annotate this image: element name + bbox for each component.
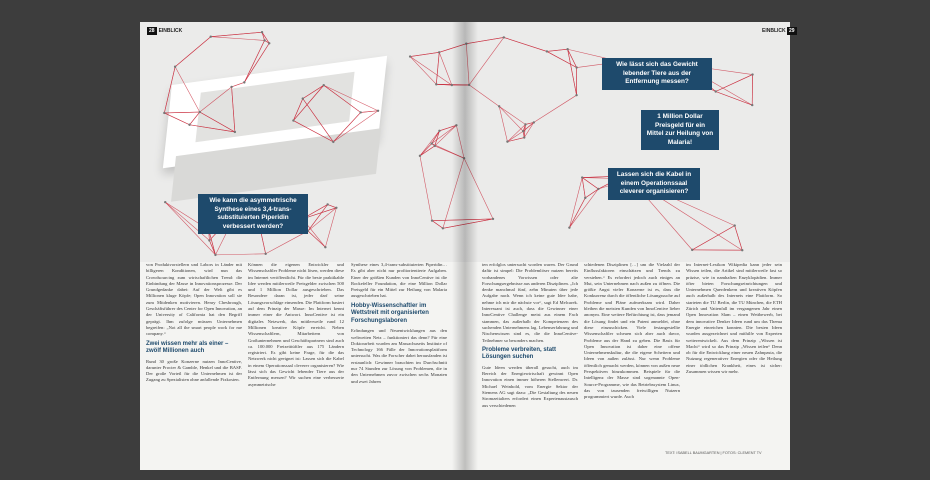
pin xyxy=(575,94,577,96)
string-line xyxy=(569,198,585,228)
pin xyxy=(435,83,437,85)
string-line xyxy=(232,87,235,132)
string-line xyxy=(420,156,432,221)
pin xyxy=(214,254,216,256)
string-line xyxy=(215,254,265,255)
string-line xyxy=(190,112,200,125)
pin xyxy=(741,249,743,251)
pin xyxy=(431,142,433,144)
string-line xyxy=(716,92,753,106)
string-line xyxy=(303,99,334,142)
string-line xyxy=(507,124,525,141)
pin xyxy=(434,145,436,147)
string-line xyxy=(262,32,265,40)
string-line xyxy=(293,121,333,142)
string-line xyxy=(175,37,211,67)
string-line xyxy=(244,40,264,82)
section-label-right: EINBLICK xyxy=(762,28,786,34)
string-line xyxy=(534,95,577,122)
string-line xyxy=(303,85,324,98)
string-line xyxy=(547,49,568,51)
text-column-3 xyxy=(351,262,447,388)
pin xyxy=(323,84,325,86)
callout-cables: Lassen sich die Kabel in einem Operationssaal cleverer organisieren? xyxy=(608,168,700,200)
string-line xyxy=(361,111,378,113)
string-line xyxy=(325,208,336,247)
pin xyxy=(243,81,245,83)
string-line xyxy=(410,57,436,85)
pin xyxy=(234,131,236,133)
photo-credit: TEXT: ISABELL BAUMGARTEN | FOTOS: CLEMENT TV xyxy=(665,451,762,455)
string-line xyxy=(262,32,269,43)
string-line xyxy=(499,106,507,141)
callout-malaria: 1 Million Dollar Preisgeld für ein Mittel zur Heilung von Malaria! xyxy=(641,110,719,150)
text-column-1 xyxy=(146,262,242,387)
string-line xyxy=(164,113,189,125)
string-line xyxy=(504,37,547,51)
page-number-left: 28 xyxy=(149,28,155,34)
string-line xyxy=(439,52,452,85)
pin xyxy=(208,239,210,241)
string-line xyxy=(324,85,361,112)
pin xyxy=(263,39,265,41)
paragraph: von Produktvorstellern und Labors in Länder mit billigeren Konditionen, wird nun das Crowdsourcing zum wirtschaftlichen Trend: die Einbindung der Masse in Innovationsprozesse. Der Grundgedanke dabei: Auf der Welt gibt es Millionen kluge Köpfe; Open Innovation soll sie zum Mitdenken motivieren. Henry Chesbrough, Geschäftsführer des Center for Open Innovation, an der University of California hat den Begriff geprägt. Ihm zufolge müssen Unternehmen begreifen: „Not all the smart people work for me company.“ xyxy=(146,262,242,337)
folio-left xyxy=(147,27,182,35)
pin xyxy=(492,218,494,220)
string-line xyxy=(499,106,523,131)
pin xyxy=(523,136,525,138)
string-line xyxy=(432,221,443,229)
pin xyxy=(268,42,270,44)
subheading: Probleme verbreiten, statt Lösungen suchen xyxy=(482,346,557,361)
string-line xyxy=(585,189,598,198)
pin xyxy=(264,253,266,255)
string-line xyxy=(735,226,743,251)
callout-synthesis: Wie kann die asymmetrische Synthese eines 3,4-trans-substituierten Piperidin verbessert werden? xyxy=(198,194,308,234)
string-line xyxy=(582,178,598,189)
pin xyxy=(163,112,165,114)
string-line xyxy=(499,106,525,124)
pin xyxy=(438,130,440,132)
string-line xyxy=(569,178,582,228)
paragraph: Synthese eines 3,4-trans-substituierten Piperidin… Es gibt aber nicht nur profitorientierte Aufgaben. Einer der größten Kunden von InnoCentive ist die Rockefeller Foundation, die eine Million Dollar Preisgeld für ein Mittel zur Heilung von Malaria ausgeschrieben hat. xyxy=(351,262,447,299)
pin xyxy=(335,207,337,209)
string-line xyxy=(568,49,577,95)
section-label-left: EINBLICK xyxy=(158,28,183,34)
pin xyxy=(377,110,379,112)
string-line xyxy=(164,67,175,113)
string-line xyxy=(266,231,308,254)
pin xyxy=(188,124,190,126)
text-column-5 xyxy=(584,262,680,404)
paragraph: schiedenen Disziplinen […] um die Vielzahl der Einflussfaktoren einschätzen und Trends zu verstehen.“ Es erfordert jedoch auch einiges an Mut, sein Unternehmen nach außen zu öffnen. Die größte Angst vieler Konzerne ist es, dass die Konkurrenz durch die öffentliche Lösungssuche auf Probleme und Pläne aufmerksam wird. Daher bleiben die meisten Kunden von InnoCentive lieber anonym. Eine weitere Befürchtung ist, dass jemand die Lösung findet und ein Patent anmeldet, ohne diese einzuschicken. Viele festangestellte Wissenschaftler scheuen sich aber auch davor, Probleme aus der Hand zu geben. Die Basis für Open Innovation ist daher eine offene Unternehmenskultur, die die eigene Scheitern und Ideen von außen zulässt. Nur wenn Probleme öffentlich gemacht werden, können von außen neue Perspektiven hinzukommen. Beispiele für die Intelligenz der Masse sind sogenannte Open-Source-Programme, wie das Betriebssystem Linux, das von tausenden freiwilligen Nutzern programmiert wurde. Auch xyxy=(584,262,680,400)
pin xyxy=(261,31,263,33)
string-line xyxy=(420,146,435,156)
string-line xyxy=(293,99,302,121)
pin xyxy=(691,249,693,251)
paragraph: ten erfolglos untersucht worden waren. Der Grund dafür ist simpel: Die Problemlöser nutzen bereits vorhandenes Vorwissen oder alte Forschungsergebnisse aus anderen Disziplinen. „Ich denke manchmal fünf, zehn Minuten über jede Aufgabe nach. Wenn ich keine gute Idee habe, nehme ich mir die nächste vor“, sagt Ed Melcarek. Interessant ist auch, dass die Gewinner einer InnoCentive Challenge meist aus einem Fach stammen, das außerhalb der Kompetenzen des suchenden Unternehmens lag. Lebenserfahrung und Nischenwissen sind es, die die InnoCentive-Teilnehmer so besonders machen. xyxy=(482,262,578,343)
pin xyxy=(409,55,411,57)
string-line xyxy=(410,52,439,56)
string-line xyxy=(232,82,245,87)
pin xyxy=(751,104,753,106)
pin xyxy=(714,90,716,92)
string-line xyxy=(308,208,336,231)
pin xyxy=(506,140,508,142)
pin xyxy=(302,97,304,99)
string-line xyxy=(211,37,265,41)
text-column-4 xyxy=(482,262,578,412)
pin xyxy=(575,66,577,68)
paragraph: Können die eigenen Entwickler und Wissenschaftler Probleme nicht lösen, werden diese im Internet veröffentlicht. Für die beste praktikable Idee werden mittlerweile Preisgelder zwischen 500 und 1 Million Dollar ausgeschrieben. Das Besondere daran ist, jeder darf seine Lösungsvorschläge einsenden. Die Plattform basiert auf dem Prinzip der Masse: Im Internet kennt immer einer die Antwort. InnoCentive ist ein digitales Netzwerk, das mittlerweile rund 12 Millionen kreative Köpfe erreicht. Neben Wissenschaftlern, Mitarbeitern von Großunternehmen und Geschäftspartnern sind auch ca. 100.000 Freizeittüftler aus 175 Ländern registriert. Es gibt keine Frage, für die das Netzwerk nicht geeignet ist: Lassen sich die Kabel in einem Operationssaal cleverer organisieren? Wie lässt sich das Gewicht lebender Tiere aus der Entfernung messen? Wir suchen eine verbesserte asymmetrische xyxy=(248,262,344,387)
pin xyxy=(419,155,421,157)
subheading: Zwei wissen mehr als einer – zwölf Millionen auch xyxy=(146,340,229,355)
pin xyxy=(230,86,232,88)
pin xyxy=(503,36,505,38)
pin xyxy=(210,36,212,38)
paragraph: Erfindungen und Neuentwicklungen aus den weltweiten Netz – funktioniert das denn? Für eine Doktorarbeit wurden am Massachusetts Institute of Technology 166 Fälle der Innovationsplattform untersucht. Was die Forscher dabei herausfanden ist erstaunlich: Gewinner brauchten im Durchschnitt nur 74 Stunden zur Lösung von Problemen, die in den Unternehmen zuvor zwischen sechs Monaten und zwei Jahren xyxy=(351,328,447,384)
string-line xyxy=(410,57,452,86)
page-number-right: 29 xyxy=(789,28,795,34)
string-line xyxy=(328,204,337,207)
string-line xyxy=(211,32,262,37)
pin xyxy=(438,51,440,53)
string-line xyxy=(547,51,577,67)
book-gutter xyxy=(452,22,478,470)
pin xyxy=(431,219,433,221)
pin xyxy=(584,197,586,199)
string-line xyxy=(436,52,439,84)
pin xyxy=(546,50,548,52)
pin xyxy=(581,176,583,178)
paragraph: Gute Ideen werden überall gesucht, auch im Bereich der Energiewirtschaft gewinnt Open Innovation einen immer höheren Stellenwert. Dr. Michael Weinhold, vom Energie Sektor der Siemens AG sagt dazu: „Die Gestaltung des neuen Stromzeitalters erfordert einen Expertenaustausch aus verschiedenen xyxy=(482,364,578,408)
string-line xyxy=(333,112,360,141)
subheading: Hobby-Wissenschaftler im Wettstreit mit organisierten Forschungslaboren xyxy=(351,302,429,324)
pin xyxy=(533,121,535,123)
pin xyxy=(359,111,361,113)
string-line xyxy=(582,178,585,198)
pin xyxy=(332,141,334,143)
pin xyxy=(568,226,570,228)
string-line xyxy=(432,131,440,144)
pin xyxy=(442,227,444,229)
string-line xyxy=(420,144,432,156)
folio-right xyxy=(762,27,799,35)
string-line xyxy=(308,231,325,247)
pin xyxy=(498,105,500,107)
string-line xyxy=(333,111,378,142)
pin xyxy=(326,203,328,205)
pin xyxy=(292,119,294,121)
pin xyxy=(597,188,599,190)
string-line xyxy=(692,226,734,250)
pin xyxy=(324,246,326,248)
string-line xyxy=(175,67,200,112)
string-line xyxy=(324,85,378,111)
pin xyxy=(524,123,526,125)
pin xyxy=(566,48,568,50)
paragraph: im Internet-Lexikon Wikipedia kann jeder sein Wissen teilen, die Artikel sind mittlerweile fast so präzise, wie in namhaften Enzyklopädien. Immer öfter bieten Forschungseinrichtungen und Unternehmen Querdenkern und kreativen Köpfen auch außerhalb des Internets eine Plattform. So starteten die TU Berlin, die TU München, die ETH Zürich und Vattenfall im vergangenen Jahr einen Open Innovation Slam – einen Wettbewerb, bei dem innovative Denker Ideen rund um das Thema Energie einreichen konnten. Die besten Ideen wurden ausgezeichnet und mithilfe von Experten weiterentwickelt. Aus dem Prinzip „Wissen ist Macht“ wird so das Prinzip „Wissen teilen“ Denn ob für die Entwicklung einer neuen Zahnpasta, die Nutzung regenerativer Energien oder die Heilung einer tödlichen Krankheit, eines ist sicher: Zusammen wissen wir mehr. xyxy=(686,262,782,375)
pin xyxy=(522,130,524,132)
text-column-2 xyxy=(248,262,344,391)
string-line xyxy=(164,112,199,113)
pin xyxy=(733,224,735,226)
pin xyxy=(164,201,166,203)
string-line xyxy=(507,131,523,141)
pin xyxy=(751,73,753,75)
string-line xyxy=(293,85,323,120)
string-line xyxy=(308,204,328,230)
string-line xyxy=(200,87,232,112)
text-column-6 xyxy=(686,262,782,378)
paragraph: Rund 30 große Konzerne nutzen InnoCentive, darunter Procter & Gamble, Henkel und die BASF. Der große Vorteil für die Unternehmen ist der Zugang zu Spezialisten ohne anfallende Fixkosten. xyxy=(146,358,242,383)
callout-animal-weight: Wie lässt sich das Gewicht lebender Tiere aus der Entfernung messen? xyxy=(602,58,712,90)
string-line xyxy=(244,43,269,82)
pin xyxy=(174,66,176,68)
string-line xyxy=(716,75,753,92)
string-line xyxy=(569,189,598,228)
string-line xyxy=(420,131,440,156)
pin xyxy=(199,111,201,113)
